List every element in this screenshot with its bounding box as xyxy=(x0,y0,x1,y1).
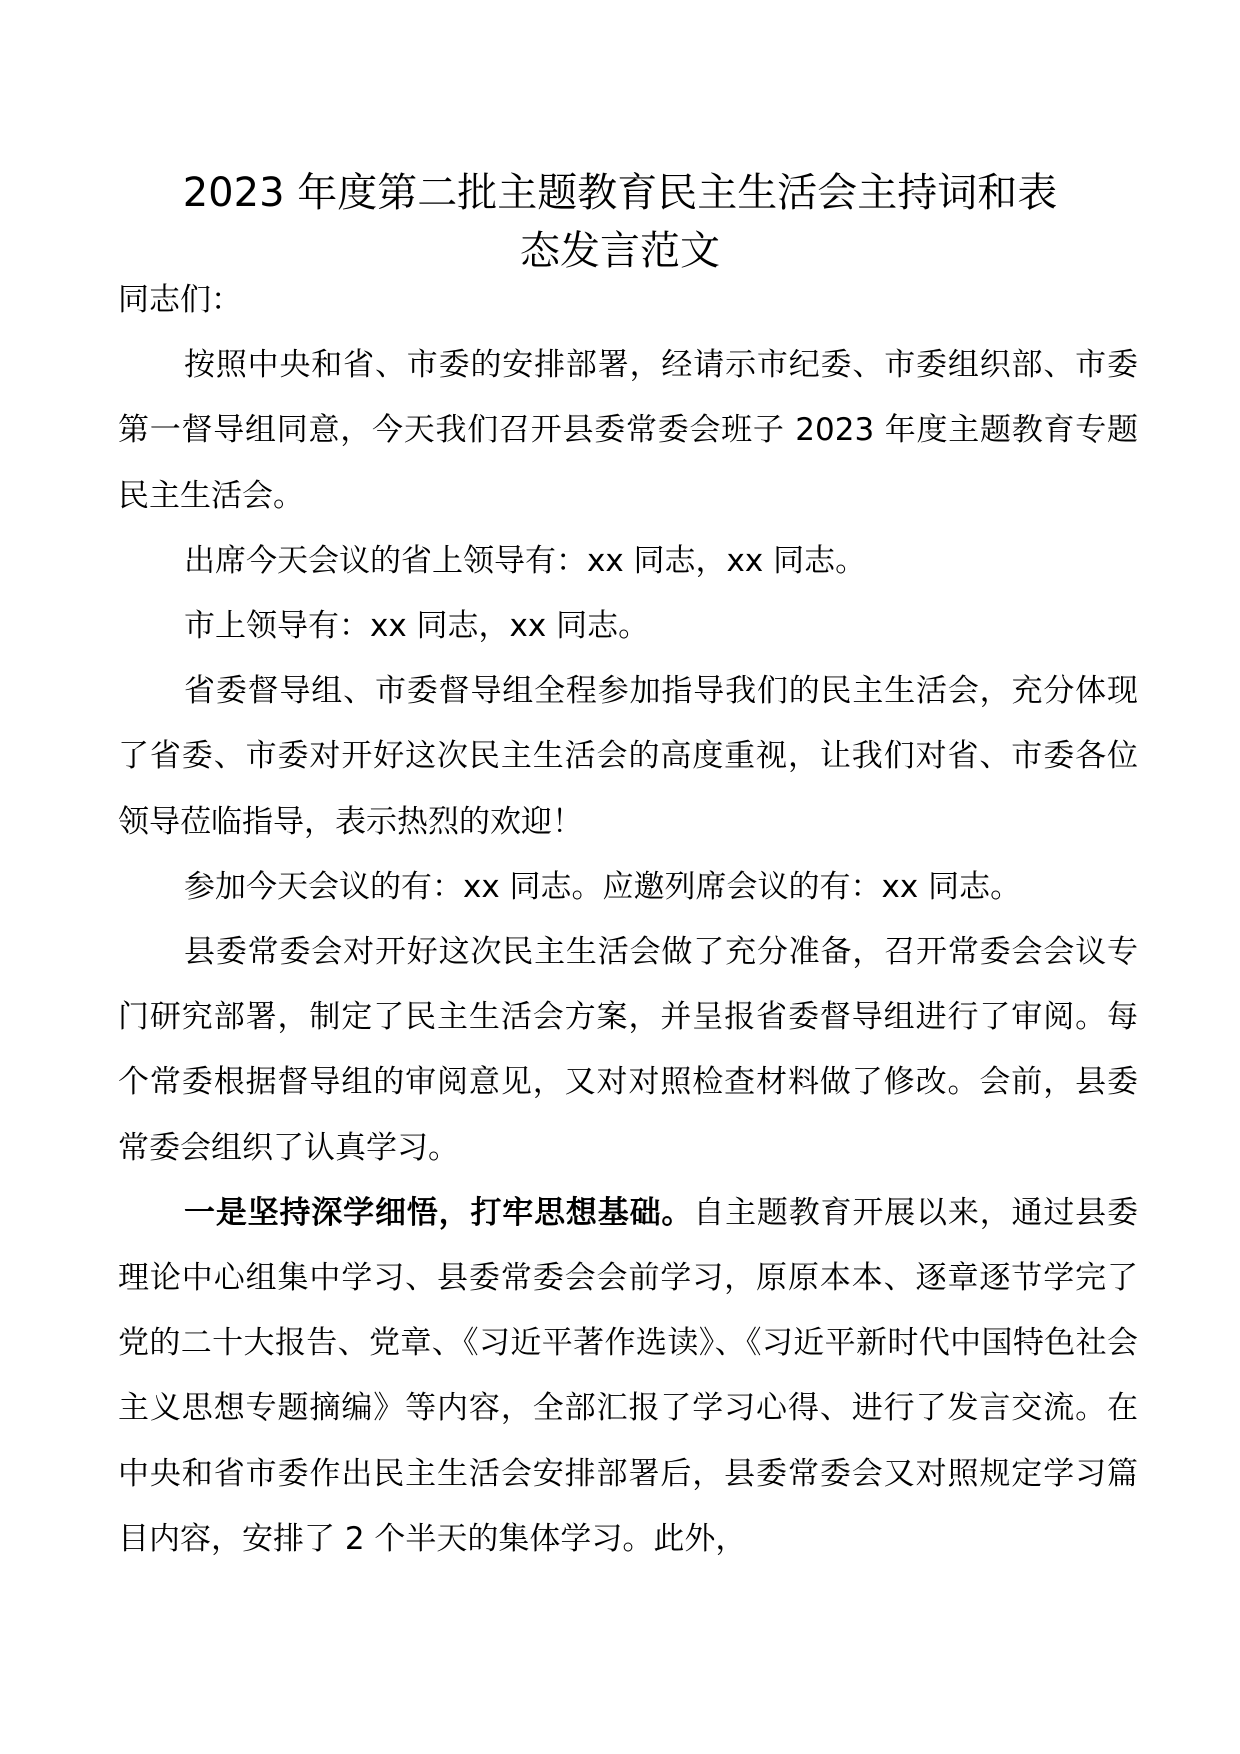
document-body xyxy=(118,268,1138,1572)
paragraph-preparation: 县委常委会对开好这次民主生活会做了充分准备，召开常委会会议专门研究部署，制定了民主生活会方案，并呈报省委督导组进行了审阅。每个常委根据督导组的审阅意见，又对对照检查材料做了修改。会前，县委常委会组织了认真学习。 xyxy=(118,934,1138,1166)
paragraph-study-lead: 一是坚持深学细悟，打牢思想基础。 xyxy=(184,1194,694,1231)
document-title-line-1: 2023 年度第二批主题教育民主生活会主持词和表 xyxy=(182,170,1058,216)
paragraph-study xyxy=(118,1181,1138,1572)
document-title-line-2: 态发言范文 xyxy=(520,228,720,274)
salutation: 同志们： xyxy=(118,282,242,318)
paragraph-welcome: 省委督导组、市委督导组全程参加指导我们的民主生活会，充分体现了省委、市委对开好这次民主生活会的高度重视，让我们对省、市委各位领导莅临指导，表示热烈的欢迎！ xyxy=(118,673,1138,840)
paragraph-arrangement: 按照中央和省、市委的安排部署，经请示市纪委、市委组织部、市委第一督导组同意，今天我们召开县委常委会班子 2023 年度主题教育专题民主生活会。 xyxy=(118,347,1138,514)
paragraph-city-leaders: 市上领导有：xx 同志，xx 同志。 xyxy=(184,608,650,645)
paragraph-study-text: 自主题教育开展以来，通过县委理论中心组集中学习、县委常委会会前学习，原原本本、逐章逐节学完了党的二十大报告、党章、《习近平著作选读》、《习近平新时代中国特色社会主义思想专题摘编》等内容，全部汇报了学习心得、进行了发言交流。在中央和省市委作出民主生活会安排部署后，县委常委会又对照规定学习篇目内容，安排了 2 个半天的集体学习。此外， xyxy=(118,1194,1139,1557)
paragraph-provincial-leaders: 出席今天会议的省上领导有：xx 同志，xx 同志。 xyxy=(184,542,867,579)
paragraph-attendees: 参加今天会议的有：xx 同志。应邀列席会议的有：xx 同志。 xyxy=(184,868,1022,905)
